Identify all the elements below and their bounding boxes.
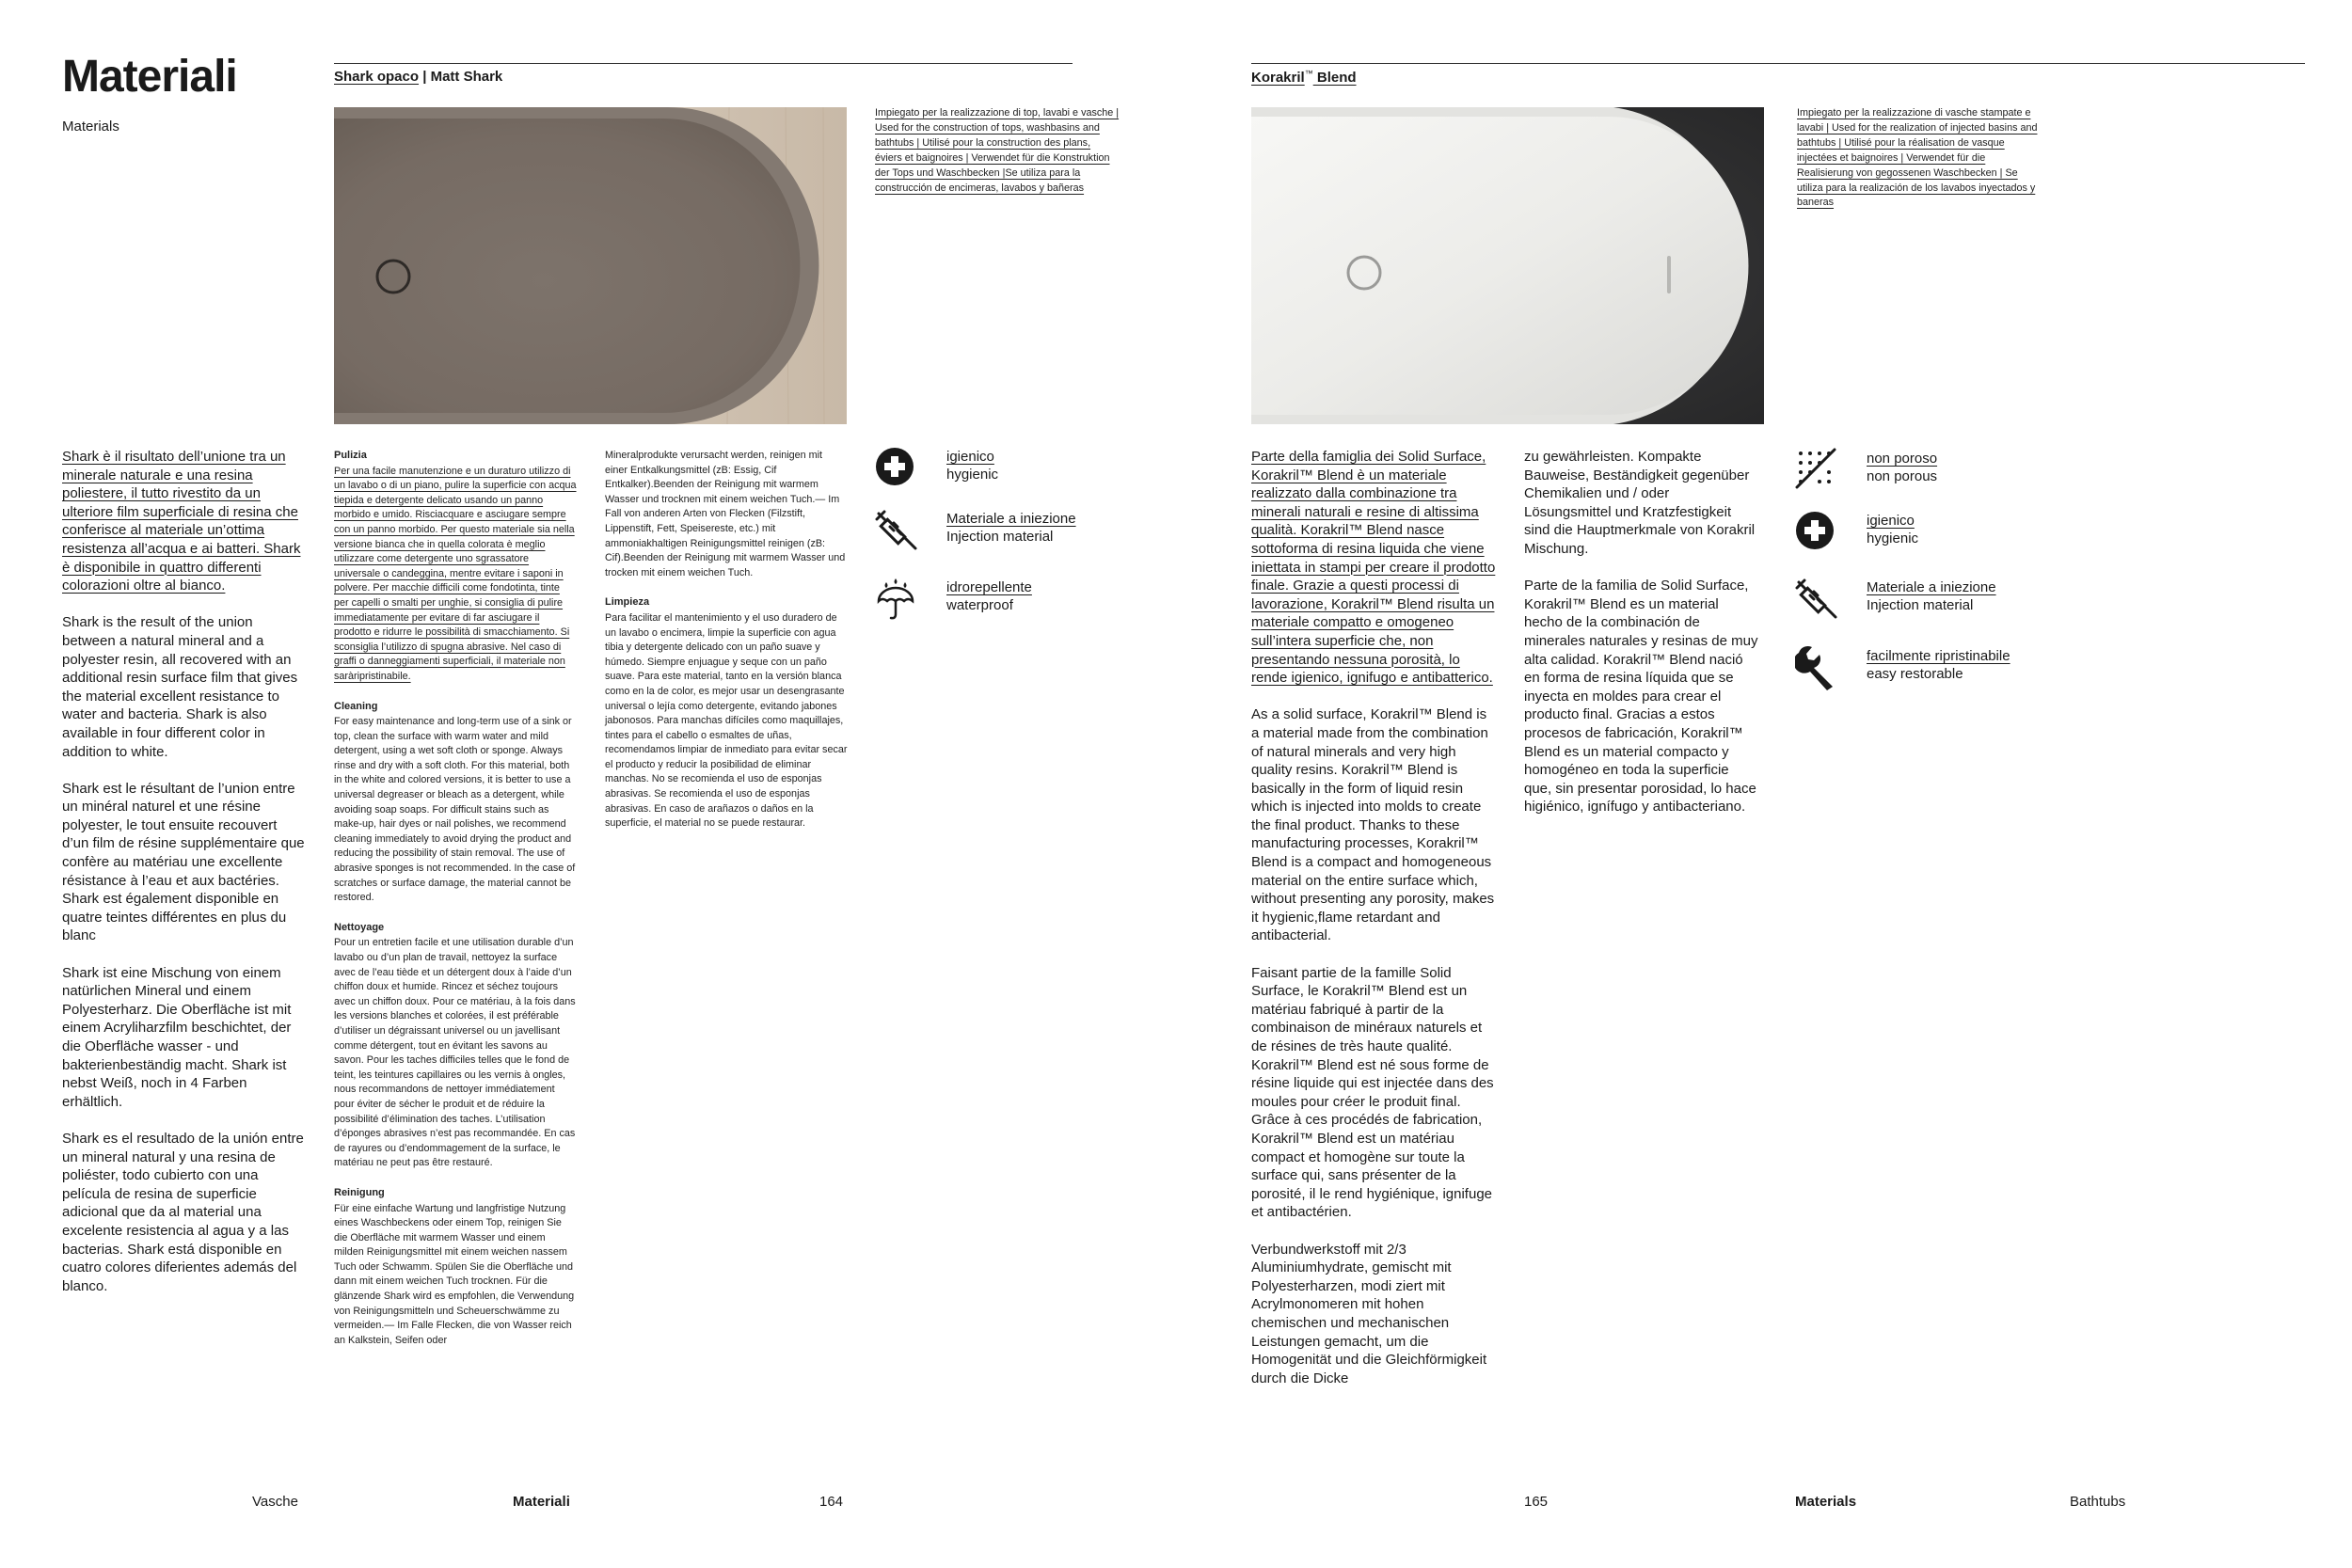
korakril-uses-text: Impiegato per la realizzazione di vasche stampate e lavabi | Used for the realization of injected basins and bathtubs | Utilisé pour la réalisation de vasque injectées et baignoires | Verwendet für die Realisierung von gegossenen Waschbecken | Se utiliza para la realización de los lavabos inyectados y baneras — [1797, 107, 2038, 209]
left-header-rule — [334, 63, 1073, 64]
feature-label — [1867, 450, 1937, 485]
hygienic-cross-icon — [1795, 510, 1840, 555]
page-title: Materiali — [62, 52, 237, 102]
shark-header-second: Matt Shark — [430, 69, 503, 85]
feature-en: waterproof — [946, 597, 1013, 613]
care-de-text: Für eine einfache Wartung und langfristige Nutzung eines Waschbeckens oder einem Top, reinigen Sie die Oberfläche mit warmem Wasser und einem milden Reinigungsmittel mit einem weichen nassem Tuch oder Schwamm. Spülen Sie die Oberfläche und dann mit einem weichen Tuch trocknen. Für die glänzende Shark wird es empfohlen, die Verwendung von Reinigungsmitteln und Scheuerschwämme zu vermeiden.— Im Falle Flecken, die von Wasser reich an Kalkstein, Seifen oder — [334, 1202, 575, 1346]
care-fr-title: Nettoyage — [334, 921, 385, 933]
care-en-title: Cleaning — [334, 700, 378, 712]
korakril-intro-col1 — [1251, 448, 1498, 1406]
feature-en: hygienic — [1867, 531, 1919, 546]
korakril-intro-en: As a solid surface, Korakril™ Blend is a material made from the combination of natural minerals and very high quality resins. Korakril™ Blend is basically in the form of liquid resin which is injected into molds to create the final product. Thanks to these manufacturing processes, Korakril™ Blend is a compact and homogeneous material on the entire surface which, without presenting any porosity, makes it hygienic,flame retardant and antibacterial. — [1251, 706, 1495, 944]
feature-en: Injection material — [1867, 597, 1974, 613]
trademark-sign: ™ — [1304, 69, 1313, 78]
header-separator: | — [419, 69, 431, 85]
right-material-header — [1251, 69, 1357, 86]
korakril-header-brand: Korakril — [1251, 70, 1305, 86]
syringe-icon — [1795, 577, 1840, 622]
care-es-title: Limpieza — [605, 596, 650, 609]
care-de-text-cont: Mineralprodukte verursacht werden, reinigen mit einer Entkalkungsmittel (zB: Essig, Cif Entkalker).Beenden der Reinigung mit warmem Wasser und trocknen mit einem weichen Tuch.— Im Fall von anderen Arten von Flecken (Filzstift, Lippenstift, Fett, Speisereste, etc.) mit ammoniakhaltigen Reinigungsmittel reinigen (zB: Cif).Beenden der Reinigung mit warmem Wasser und trocken mit einem weichen Tuch. — [605, 450, 846, 578]
non-porous-icon — [1795, 448, 1840, 493]
care-column-2 — [605, 449, 848, 832]
korakril-bathtub-image — [1251, 107, 1764, 424]
care-en-text: For easy maintenance and long-term use of a sink or top, clean the surface with warm water and mild detergent, using a wet soft cloth or sponge. Always rinse and dry with a soft cloth. For this material, both in the white and colored versions, it is better to use a universal degreaser or bleach as a detergent, while avoiding soap soaps. For difficult stains such as make-up, hair dyes or nail polishes, we recommend cleaning immediately to avoid drying the product and reducing the possibility of stain removal. The use of abrasive sponges is not recommended. In the case of scratches or surface damage, the material cannot be restored. — [334, 716, 576, 904]
feature-it: igienico — [946, 449, 994, 465]
care-es-text: Para facilitar el mantenimiento y el uso duradero de un lavabo o encimera, limpie la superficie con agua tibia y detergente delicado con un paño suave y húmedo. Siempre enjuague y seque con un paño suave. Para este material, tanto en la versión blanca como en la de color, es mejor usar un desengrasante universal o lejía como detergente, evitando jabones jabonosos. Para manchas difíciles como maquillajes, tintes para el cabello o esmaltes de uñas, recomendamos limpiar de inmediato para evitar secar el producto y reducir la posibilidad de eliminar manchas. No se recomienda el uso de esponjas abrasivas. Se recomienda el uso de esponjas abrasivas. En caso de arañazos o daños en la superficie, el material no se puede restaurar. — [605, 611, 848, 830]
care-it-text: Per una facile manutenzione e un duraturo utilizzo di un lavabo o di un piano, pulire la superficie con acqua tiepida e detergente delicato usando un panno morbido e umido. Risciacquare e asciugare sempre con un panno morbido. Per questo materiale sia nella versione bianca che in quella colorata è meglio utilizzare come detergente uno sgrassatore universale o candeggina, mentre evitare i saponi in polvere. Per macchie difficili come fondotinta, tinte per capelli o smalti per unghie, si consiglia di pulire immediatamente per evitare di far asciugare il prodotto e ridurre le possibilità di smacchiamento. Si sconsiglia l’utilizzo di spugna abrasive. Nel caso di graffi o danneggiamenti superficiali, il materiale non saràripristinabile. — [334, 465, 577, 682]
korakril-header-rest: Blend — [1312, 70, 1357, 86]
shark-header-main: Shark opaco — [334, 69, 420, 85]
shark-uses-text: Impiegato per la realizzazione di top, lavabi e vasche | Used for the construction of tops, washbasins and bathtubs | Utilisé pour la construction des plans, éviers et baignoires | Verwendet für die Konstruktion der Tops und Waschbecken |Se utiliza para la construcción de encimeras, lavabos y bañeras — [875, 107, 1120, 194]
shark-intro-es: Shark es el resultado de la unión entre un mineral natural y una resina de poliéster, todo cubierto con una película de resina de superficie adicional que da al material una excelente resistencia al agua y a las bacterias. Shark está disponible en cuatro colores diferientes además del blanco. — [62, 1130, 304, 1294]
feature-it: non poroso — [1867, 451, 1938, 467]
feature-label — [946, 510, 1076, 546]
feature-en: hygienic — [946, 467, 999, 483]
left-material-header — [334, 69, 502, 85]
care-fr-text: Pour un entretien facile et une utilisation durable d’un lavabo ou d’un plan de travail, nettoyez la surface avec de l’eau tiède et un détergent doux à l’aide d’un chiffon doux et humide. Rincez et séchez toujours avec un chiffon doux. Pour ce matériau, à la fois dans les versions blanches et colorées, il est préférable d’utiliser un dégraissant universel ou un javellisant comme détergent, tout en évitant les savons au savon. Pour les taches difficiles telles que le fond de teint, les teintures capillaires ou les vernis à ongles, nous recommandons de nettoyer immédiatement pour éviter de sécher le produit et de réduire la possibilité d’élimination des taches. L’utilisation d’éponges abrasives n’est pas recommandée. En cas de rayures ou d’endommagement de la surface, le matériau ne peut pas être restauré. — [334, 937, 576, 1169]
korakril-bathtub-photo — [1251, 107, 1764, 424]
korakril-intro-de: Verbundwerkstoff mit 2/3 Aluminiumhydrate, gemischt mit Polyesterharzen, modi ziert mit Acrylmonomeren mit hohen chemischen und mechanischen Leistungen gemacht, um die Homogenität und die Gleichförmigkeit durch die Dicke — [1251, 1241, 1487, 1386]
left-uses-note — [875, 106, 1120, 196]
page-number-left: 164 — [819, 1494, 844, 1510]
feature-it: igienico — [1867, 513, 1915, 529]
right-header-rule — [1251, 63, 2305, 64]
feature-it: Materiale a iniezione — [1867, 579, 1996, 595]
wrench-icon — [1795, 645, 1840, 690]
shark-bathtub-photo — [334, 107, 847, 424]
care-column-1 — [334, 449, 577, 1348]
shark-intro-en: Shark is the result of the union between a natural mineral and a polyester resin, all recovered with an additional resin surface film that gives the material excellent resistance to water and bacteria. Shark is also available in four different color in addition to white. — [62, 614, 298, 760]
korakril-intro-es: Parte de la familia de Solid Surface, Korakril™ Blend es un material hecho de la combinación de minerales naturales y resinas de muy alta calidad. Korakril™ Blend nació en forma de resina líquida que se inyecta en moldes para crear el producto final. Gracias a estos procesos de fabricación, Korakril™ Blend es un material compacto y homogéneo en toda la superficie que, sin presentar porosidad, lo hace higiénico, ignífugo y antibacteriano. — [1524, 578, 1758, 816]
korakril-intro-it: Parte della famiglia dei Solid Surface, Korakril™ Blend è un materiale realizzato dalla combinazione tra minerali naturali e resine di altissima qualità. Korakril™ Blend nasce sottoforma di resina liquida che viene iniettata in stampi per creare il prodotto finale. Grazie a questi processi di lavorazione, Korakril™ Blend risulta un materiale compatto e omogeneo sull’intera superficie che, non presentando nessuna porosità, lo rende igienico, ignifugo e antibatterico. — [1251, 449, 1496, 687]
korakril-intro-fr: Faisant partie de la famille Solid Surface, le Korakril™ Blend est un matériau fabriqué à partir de la combinaison de minéraux naturels et de résines de très haute qualité. Korakril™ Blend est né sous forme de résine liquide qui est injectée dans des moules pour créer le produit final. Grâce à ces procédés de fabrication, Korakril™ Blend est un matériau compact et homogène sur toute la surface qui, sans présenter de la porosité, il le rend hygiénique, ignifuge et antibactérien. — [1251, 964, 1494, 1221]
shark-intro-de: Shark ist eine Mischung von einem natürlichen Mineral und einem Polyesterharz. Die Oberfläche ist mit einem Acryliharzfilm beschichtet, der die Oberfläche wasser - und bakterienbeständig macht. Shark ist nebst Weiß, noch in 4 Farben erhältlich. — [62, 964, 292, 1110]
syringe-icon — [875, 508, 920, 553]
feature-en: easy restorable — [1867, 666, 1963, 682]
page-subtitle: Materials — [62, 119, 119, 135]
feature-it: facilmente ripristinabile — [1867, 648, 2010, 664]
hygienic-cross-icon — [875, 446, 920, 491]
feature-it: Materiale a iniezione — [946, 511, 1076, 527]
feature-label — [1867, 578, 1996, 614]
feature-it: idrorepellente — [946, 579, 1032, 595]
feature-en: Injection material — [946, 529, 1054, 545]
page-number-right: 165 — [1524, 1494, 1549, 1510]
umbrella-rain-icon — [875, 577, 920, 622]
feature-label — [946, 578, 1032, 614]
shark-intro-it: Shark è il risultato dell’unione tra un minerale naturale e una resina poliestere, il tutto rivestito da un ulteriore film superficiale di resina che conferisce al materiale un’ottima resistenza all’acqua e ai batteri. Shark è disponibile in quattro differenti colorazioni oltre al bianco. — [62, 449, 301, 594]
care-de-title: Reinigung — [334, 1186, 385, 1198]
footer-section-right: Bathtubs — [2070, 1494, 2126, 1510]
feature-en: non porous — [1867, 468, 1938, 484]
feature-label — [1867, 647, 2010, 683]
shark-intro-fr: Shark est le résultant de l’union entre un minéral naturel et une résine polyester, le tout ensuite recouvert d’un film de résine supplémentaire que confère au matériau une excellente résistance à l’eau et aux bactéries. Shark est également disponible en quatre teintes différentes en plus du blanc — [62, 780, 305, 944]
feature-label — [946, 448, 998, 483]
shark-bathtub-image — [334, 107, 847, 424]
footer-chapter-left: Materiali — [513, 1494, 570, 1510]
shark-intro — [62, 448, 307, 1314]
footer-section-left: Vasche — [252, 1494, 298, 1510]
care-it-title: Pulizia — [334, 450, 367, 461]
footer-chapter-right: Materials — [1795, 1494, 1857, 1510]
korakril-intro-de-cont: zu gewährleisten. Kompakte Bauweise, Beständigkeit gegenüber Chemikalien und / oder Lösungsmittel und Kratzfestigkeit sind die Hauptmerkmale von Korakril Mischung. — [1524, 449, 1756, 557]
feature-label — [1867, 512, 1918, 547]
right-uses-note — [1797, 106, 2042, 211]
korakril-intro-col2 — [1524, 448, 1759, 834]
